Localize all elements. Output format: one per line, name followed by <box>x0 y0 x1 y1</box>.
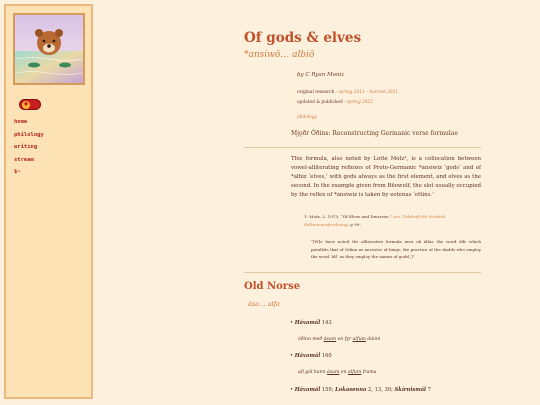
verse-text: óðinn með <box>298 337 324 342</box>
source-item: • Hávamál 159; Lokasenna 2, 13, 30; Skírnismál 7 <box>290 387 431 393</box>
source-title: Hávamál <box>294 387 321 393</box>
verse-alliterant: alfum <box>348 370 362 375</box>
nav-link-home[interactable]: home <box>14 119 28 125</box>
verse-alliterant: ásum <box>326 370 340 375</box>
source-item: • Hávamál 160 <box>290 353 332 359</box>
verse-alliterant: ásum <box>323 337 337 342</box>
lead-line: Mjǫðr Óðins: Reconstructing Germanic verse formulae <box>291 130 458 137</box>
verse-text: dáinn <box>365 337 381 342</box>
footnote <box>304 213 481 229</box>
updated-date-value: spring 2022 <box>346 100 373 105</box>
verse-line <box>298 337 380 342</box>
source-ref: 2, 13, 30; <box>366 387 395 393</box>
footnote-page: , p 99: <box>347 222 361 227</box>
section-heading: Old Norse <box>244 281 301 292</box>
source-title: Lokasenna <box>335 387 367 393</box>
source-ref: 143 <box>320 320 332 326</box>
source-ref: 7 <box>426 387 431 393</box>
source-ref: 160 <box>320 353 332 359</box>
footnote-citation: 1- Motz, L. 1973. “Of Elves and Dwarves.” <box>304 214 392 219</box>
divider <box>244 272 481 273</box>
page-title: Of gods & elves <box>244 30 362 46</box>
sun-icon: ✹ <box>23 101 29 108</box>
source-title: Skírnismál <box>394 387 427 393</box>
original-date-line <box>297 90 398 95</box>
original-date-value: spring 2013 – harvest 2021 <box>338 90 399 95</box>
section-subheading: āsa… alfa <box>248 300 280 308</box>
byline: by C Ryan Moniz <box>297 72 345 78</box>
source-item: • Hávamál 143 <box>290 320 332 326</box>
divider <box>244 147 481 148</box>
updated-date-line <box>297 100 373 105</box>
verse-alliterant: alfum <box>352 337 366 342</box>
source-title: Hávamál <box>294 353 321 359</box>
source-ref: 159; <box>320 387 336 393</box>
verse-line <box>298 370 376 375</box>
nav-link-stream[interactable]: stream <box>14 157 34 163</box>
footnote-quote: “[W]e have noted the alliterative formula æsir ok álfar, the word álfr which parallels that of Odinn as ancestor of kings, the practice of the skalds who employ the word ‘álf’ as they employ the names of gods[.]” <box>311 239 481 259</box>
original-date-label: original research · <box>297 90 338 95</box>
verse-text: afl gól hann <box>298 370 327 375</box>
tag-link[interactable]: philology <box>297 115 317 120</box>
verse-text: en fyr <box>336 337 353 342</box>
body-paragraph: This formula, also noted by Lotte Motz¹, is a collocation between vowel-alliterating reflexes of Proto-Germanic *ansiwiz ‘gods’ and of *albiz ‘elves,’ with gods always as the first element, and elves as the second. In the example given from Bēowulf, the slot usually occupied by the reflex of *ansiwiz is taken by eotenas ‘ettins.’ <box>291 156 481 198</box>
footnote-journal: Arv. Tidskrift för Nordisk Folkminnesforskning <box>304 214 446 227</box>
source-title: Hávamál <box>294 320 321 326</box>
nav-link-writing[interactable]: writing <box>14 144 38 150</box>
nav-link-philology[interactable]: philology <box>14 132 44 138</box>
verse-text: en <box>339 370 349 375</box>
nav-link-terminal[interactable]: $~ <box>14 169 21 175</box>
verse-text: frama <box>361 370 377 375</box>
page-subtitle: *ansiwō… albiō <box>244 50 315 60</box>
updated-date-label: updated & published · <box>297 100 346 105</box>
